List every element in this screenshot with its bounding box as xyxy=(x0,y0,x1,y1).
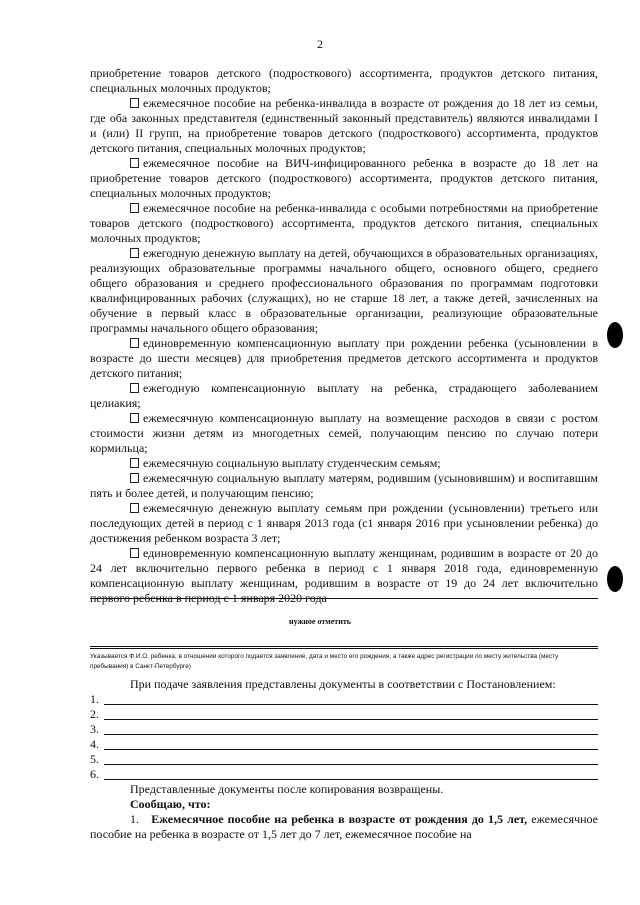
list-item: ежемесячное пособие на ребенка-инвалида в возрасте от рождения до 18 лет из семьи, где оба законных представителя (единственный законный представитель) являются инвалидами I и (или) II групп, на приобретение товаров детского (подросткового) ассортимента, продуктов детского питания, специальных молочных продуктов; xyxy=(90,96,598,155)
list-item: единовременную компенсационную выплату при рождении ребенка (усыновлении в возрасте до шести месяцев) для приобретения предметов детского ассортимента и продуктов детского питания; xyxy=(90,336,598,380)
punch-hole-mark xyxy=(607,322,623,348)
document-line[interactable]: 1. xyxy=(90,692,598,707)
checkbox[interactable] xyxy=(130,338,139,348)
report-item-1: 1. Ежемесячное пособие на ребенка в возрасте от рождения до 1,5 лет, ежемесячное пособие на ребенка в возрасте от 1,5 лет до 7 лет, ежемесячное пособие на xyxy=(90,812,598,841)
list-item: ежемесячную денежную выплату семьям при рождении (усыновлении) третьего или последующих детей в период с 1 января 2013 года (с1 января 2016 при усыновлении ребенка) до достижения ребенком возраста 3 лет; xyxy=(90,501,598,545)
document-line[interactable]: 2. xyxy=(90,707,598,722)
checkbox[interactable] xyxy=(130,248,139,258)
fill-in-line[interactable] xyxy=(90,598,598,599)
divider xyxy=(90,648,598,649)
document-line[interactable]: 3. xyxy=(90,722,598,737)
benefit-list xyxy=(90,66,598,606)
checkbox[interactable] xyxy=(130,473,139,483)
documents-intro: При подаче заявления представлены документы в соответствии с Постановлением: xyxy=(130,677,556,691)
checkbox[interactable] xyxy=(130,458,139,468)
checkbox[interactable] xyxy=(130,98,139,108)
page-number: 2 xyxy=(317,37,323,51)
checkbox[interactable] xyxy=(130,548,139,558)
checkbox[interactable] xyxy=(130,383,139,393)
checkbox[interactable] xyxy=(130,158,139,168)
list-item: ежемесячную социальную выплату матерям, родившим (усыновившим) и воспитавшим пять и более детей, и получающим пенсию; xyxy=(90,471,598,500)
checkbox[interactable] xyxy=(130,413,139,423)
list-item: ежемесячное пособие на ребенка-инвалида с особыми потребностями на приобретение товаров детского (подросткового) ассортимента, продуктов детского питания, специальных молочных продуктов; xyxy=(90,201,598,245)
document-line[interactable]: 5. xyxy=(90,752,598,767)
footnote: Указывается Ф.И.О. ребенка, в отношении которого подается заявление, дата и место его рождения, а также адрес регистрации по месту жительства (месту пребывания) в Санкт-Петербурге) xyxy=(90,653,559,670)
list-item: ежемесячную социальную выплату студенческим семьям; xyxy=(90,456,598,471)
document-line[interactable]: 4. xyxy=(90,737,598,752)
report-label: Сообщаю, что: xyxy=(130,797,211,811)
fill-in-line[interactable] xyxy=(90,646,598,647)
document-line[interactable]: 6. xyxy=(90,767,598,782)
list-item: ежегодную компенсационную выплату на ребенка, страдающего заболеванием целиакия; xyxy=(90,381,598,410)
documents-returned-text: Представленные документы после копирования возвращены. xyxy=(130,782,444,796)
list-item: ежемесячное пособие на ВИЧ-инфицированного ребенка в возрасте до 18 лет на приобретение товаров детского (подросткового) ассортимента, продуктов детского питания, специальных молочных продуктов; xyxy=(90,156,598,200)
checkbox[interactable] xyxy=(130,503,139,513)
punch-hole-mark xyxy=(607,566,623,592)
note-label: нужное отметить xyxy=(289,617,351,626)
checkbox[interactable] xyxy=(130,203,139,213)
list-item: ежегодную денежную выплату на детей, обучающихся в образовательных организациях, реализующих образовательные программы начального общего, основного общего, среднего общего образования и среднего профессионального образования по программам подготовки квалифицированных рабочих (служащих), но не старше 18 лет, а также детей, зачисленных на обучение в первый класс в образовательные организации, реализующие образовательные программы начального общего образования; xyxy=(90,246,598,335)
list-item: ежемесячную компенсационную выплату на возмещение расходов в связи с ростом стоимости жизни детям из многодетных семей, получающим пенсию по случаю потери кормильца; xyxy=(90,411,598,455)
paragraph-continuation: приобретение товаров детского (подросткового) ассортимента, продуктов детского питания, специальных молочных продуктов; xyxy=(90,66,598,95)
list-item: единовременную компенсационную выплату женщинам, родившим в возрасте от 20 до 24 лет включительно первого ребенка в период с 1 января 2018 года, единовременную компенсационную выплату женщинам, родившим в возрасте от 19 до 24 лет включительно первого ребенка в период с 1 января 2020 года xyxy=(90,546,598,605)
